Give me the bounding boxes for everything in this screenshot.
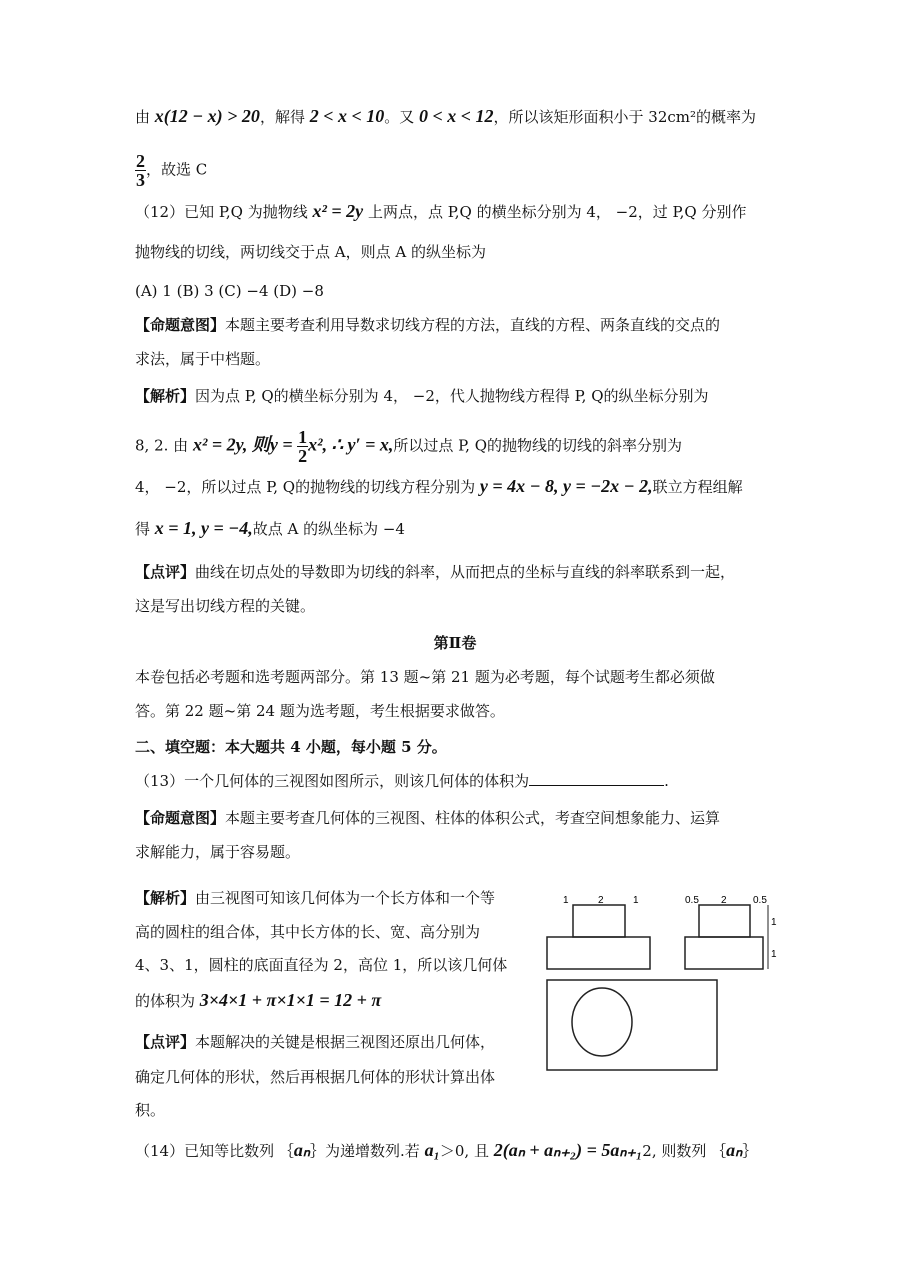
text-segment: 答。第 22 题~第 24 题为选考题，考生根据要求做答。	[135, 702, 505, 720]
text-segment: .	[664, 772, 669, 790]
dim-label: 2	[598, 895, 604, 906]
front-view-base	[547, 937, 650, 969]
text-segment: 联立方程组解	[652, 478, 743, 496]
text-line	[135, 701, 505, 721]
text-segment: 抛物线的切线，两切线交于点 A，则点 A 的纵坐标为	[135, 243, 486, 261]
text-line	[135, 1100, 165, 1120]
text-line	[135, 152, 207, 189]
top-view-circle	[572, 988, 632, 1056]
text-segment: 2, 则数列 ｛	[642, 1142, 727, 1160]
text-segment: (A) 1 (B) 3 (C) −4 (D) −8	[135, 282, 324, 300]
text-segment: 确定几何体的形状，然后再根据几何体的形状计算出体	[135, 1068, 496, 1086]
text-line	[135, 386, 709, 406]
text-line	[135, 596, 315, 616]
text-segment: 。又	[384, 108, 420, 126]
text-segment: 高的圆柱的组合体，其中长方体的长、宽、高分别为	[135, 923, 481, 941]
math-expression: x², ∴ y′ = x,	[308, 434, 394, 455]
math-expression: 2(aₙ + aₙ₊₂) = 5aₙ₊₁	[493, 1140, 643, 1160]
text-line	[135, 922, 480, 942]
dim-label: 1	[771, 917, 777, 928]
dim-label: 1	[633, 895, 639, 906]
math-expression: 3×4×1 + π×1×1 = 12 + π	[199, 990, 382, 1010]
text-segment: ｝为递增数列.若	[310, 1142, 425, 1160]
text-segment: 所以过点 P, Q的抛物线的切线的斜率分别为	[393, 436, 683, 455]
text-segment: 得	[135, 520, 155, 538]
bold-text: 【点评】	[135, 563, 196, 581]
bold-text: 【解析】	[135, 889, 196, 907]
text-line	[135, 737, 447, 757]
text-segment: 曲线在切点处的导数即为切线的斜率，从而把点的坐标与直线的斜率联系到一起，	[195, 563, 736, 581]
section-heading	[0, 633, 910, 653]
text-segment: ｝	[742, 1142, 758, 1160]
dim-label: 1	[771, 949, 777, 960]
math-expression: x² = 2y	[312, 201, 364, 221]
text-line	[135, 888, 495, 908]
text-segment: 的体积为	[135, 992, 200, 1010]
math-expression: x(12 − x) > 20	[154, 106, 260, 126]
text-line	[135, 667, 715, 687]
bold-text: 二、填空题：本大题共 4 小题，每小题 5 分。	[135, 738, 447, 756]
text-segment: 故点 A 的纵坐标为 −4	[252, 520, 405, 538]
dim-label: 0.5	[753, 895, 767, 906]
text-segment: ，故选 C	[146, 160, 208, 179]
text-segment: 由三视图可知该几何体为一个长方体和一个等	[195, 889, 496, 907]
fraction-numerator: 2	[136, 151, 145, 171]
text-segment: 本题主要考查几何体的三视图、柱体的体积公式，考查空间想象能力、运算	[225, 809, 721, 827]
text-segment: 本题解决的关键是根据三视图还原出几何体，	[195, 1033, 496, 1051]
dim-label: 0.5	[685, 895, 699, 906]
text-segment: （13）一个几何体的三视图如图所示，则该几何体的体积为	[135, 772, 530, 790]
fraction	[135, 152, 146, 189]
math-expression: a₁	[424, 1140, 440, 1160]
text-line	[135, 106, 756, 127]
bold-text: 【点评】	[135, 1033, 196, 1051]
text-line	[135, 201, 746, 222]
math-expression: x² = 2y, 则y =	[192, 434, 298, 455]
text-line	[135, 1140, 757, 1161]
text-line	[135, 1067, 495, 1087]
bold-text: 【命题意图】	[135, 316, 226, 334]
text-line	[135, 771, 669, 791]
math-expression: x = 1, y = −4,	[154, 518, 253, 538]
text-segment: 由	[135, 108, 155, 126]
three-view-figure	[535, 880, 785, 1075]
text-line	[135, 242, 486, 262]
text-line	[135, 1032, 495, 1052]
dim-label: 1	[563, 895, 569, 906]
text-segment: ＞0, 且	[439, 1142, 494, 1160]
text-segment: 积。	[135, 1101, 166, 1119]
side-view-base	[685, 937, 763, 969]
text-segment: 因为点 P, Q的横坐标分别为 4， −2，代人抛物线方程得 P, Q的纵坐标分别为	[195, 387, 709, 405]
text-line	[135, 562, 735, 582]
bold-text: 第Ⅱ卷	[433, 634, 477, 652]
text-line	[135, 518, 405, 539]
fraction-denominator: 2	[298, 446, 308, 466]
text-segment: ，所以该矩形面积小于 32cm²的概率为	[493, 108, 757, 126]
text-line	[135, 281, 324, 301]
math-expression: 0 < x < 12	[419, 106, 494, 126]
text-segment: 这是写出切线方程的关键。	[135, 597, 316, 615]
text-segment: 4， −2，所以过点 P, Q的抛物线的切线方程分别为	[135, 478, 480, 496]
math-expression: 2 < x < 10	[309, 106, 385, 126]
text-segment: 求解能力，属于容易题。	[135, 843, 301, 861]
bold-text: 【命题意图】	[135, 809, 226, 827]
bold-text: 【解析】	[135, 387, 196, 405]
math-expression: y = 4x − 8, y = −2x − 2,	[479, 476, 653, 496]
dim-label: 2	[721, 895, 727, 906]
text-line	[135, 990, 381, 1011]
side-view-top	[699, 905, 750, 937]
text-line	[135, 476, 743, 497]
math-expression: aₙ	[293, 1140, 311, 1160]
text-segment: （12）已知 P,Q 为抛物线	[135, 203, 313, 221]
fraction-denominator: 3	[136, 170, 145, 190]
text-segment: 求法，属于中档题。	[135, 350, 271, 368]
answer-blank[interactable]	[529, 771, 664, 786]
text-line	[135, 808, 720, 828]
text-line	[135, 955, 507, 975]
text-line	[135, 315, 720, 335]
fraction	[297, 428, 308, 465]
text-line	[135, 428, 682, 465]
text-segment: 4、3、1，圆柱的底面直径为 2，高位 1，所以该几何体	[135, 956, 508, 974]
text-segment: 上两点，点 P,Q 的横坐标分别为 4， −2，过 P,Q 分别作	[363, 203, 747, 221]
text-segment: ，解得	[259, 108, 310, 126]
text-segment: （14）已知等比数列 ｛	[135, 1142, 294, 1160]
front-view-top	[573, 905, 625, 937]
fraction-numerator: 1	[298, 427, 308, 447]
text-line	[135, 349, 270, 369]
text-segment: 8, 2. 由	[135, 436, 193, 455]
text-segment: 本卷包括必考题和选考题两部分。第 13 题~第 21 题为必考题，每个试题考生都必须做	[135, 668, 715, 686]
text-segment: 本题主要考查利用导数求切线方程的方法，直线的方程、两条直线的交点的	[225, 316, 721, 334]
math-expression: aₙ	[726, 1140, 743, 1160]
text-line	[135, 842, 300, 862]
